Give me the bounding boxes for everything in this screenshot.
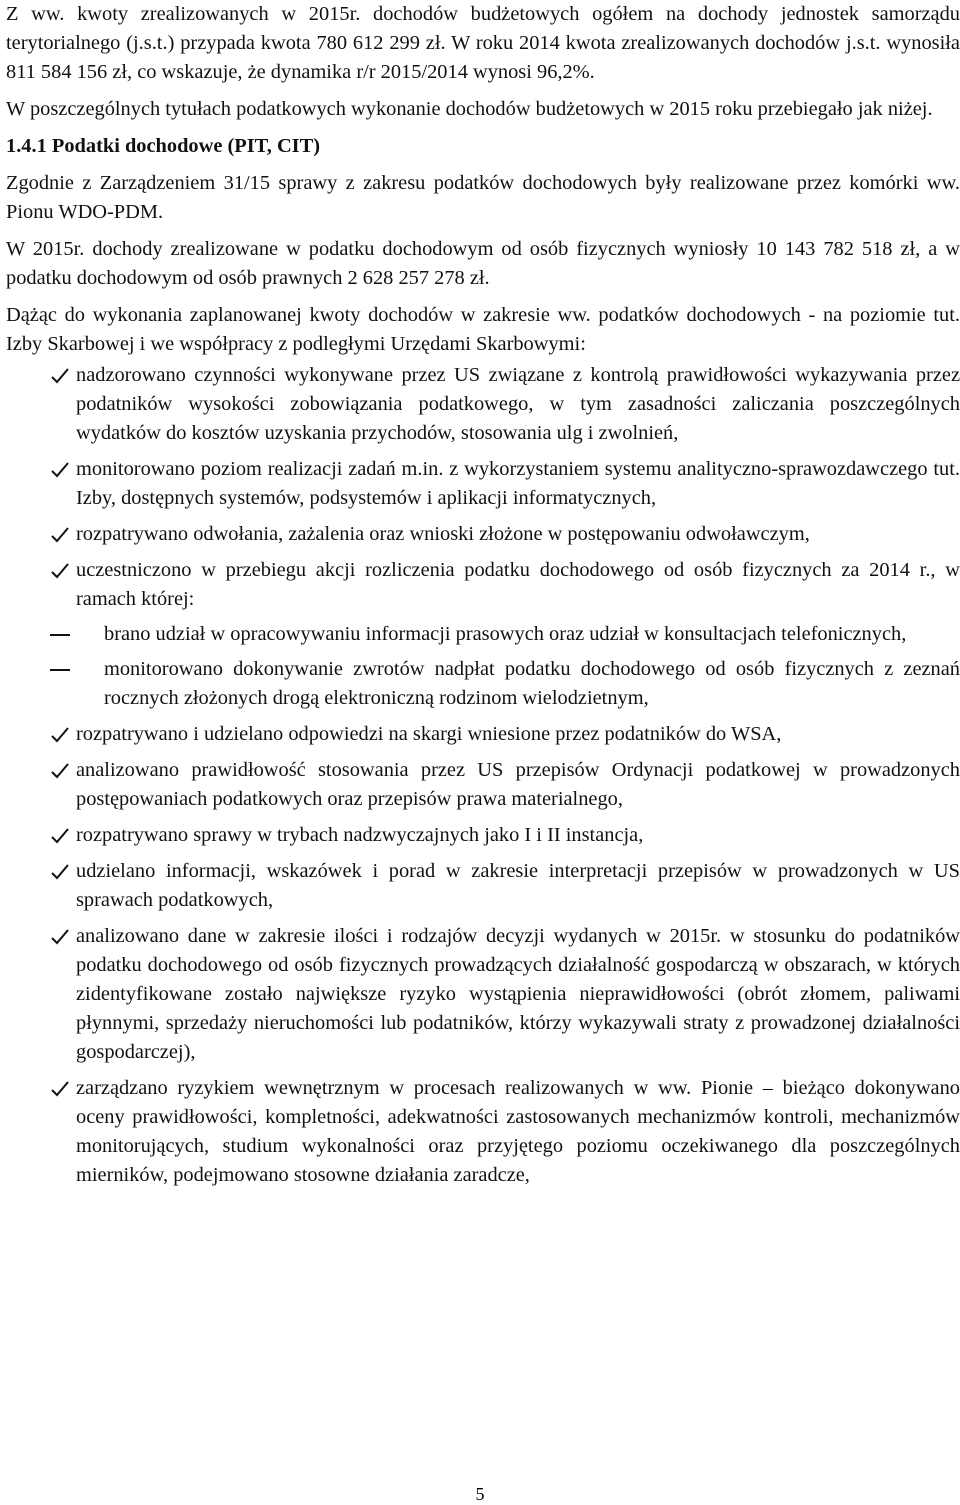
list-item — [6, 455, 960, 513]
sub-list-item-text: monitorowano dokonywanie zwrotów nadpłat podatku dochodowego od osób fizycznych z zeznań rocznych złożonych drogą elektroniczną rodzinom wielodzietnym, — [104, 658, 960, 709]
list-item — [6, 720, 960, 749]
paragraph-income: W 2015r. dochody zrealizowane w podatku dochodowym od osób fizycznych wyniosły 10 143 782 518 zł, a w podatku dochodowym od osób prawnych 2 628 257 278 zł. — [6, 238, 960, 289]
checkmark-icon — [50, 1079, 70, 1099]
intro-paragraph-1: Z ww. kwoty zrealizowanych w 2015r. dochodów budżetowych ogółem na dochody jednostek samorządu terytorialnego (j.s.t.) przypada kwota 780 612 299 zł. W roku 2014 kwota zrealizowanych dochodów j.s.t. wynosiła 811 584 156 zł, co wskazuje, że dynamika r/r 2015/2014 wynosi 96,2%. — [6, 3, 960, 83]
list-item-text: uczestniczono w przebiegu akcji rozliczenia podatku dochodowego od osób fizycznych za 2014 r., w ramach której: — [76, 559, 960, 610]
list-item — [6, 821, 960, 850]
checkmark-icon — [50, 826, 70, 846]
section-heading: 1.4.1 Podatki dochodowe (PIT, CIT) — [6, 135, 321, 157]
document-page — [6, 0, 960, 1190]
checkmark-icon — [50, 927, 70, 947]
list-item-text: rozpatrywano sprawy w trybach nadzwyczajnych jako I i II instancja, — [76, 824, 644, 846]
list-item — [6, 922, 960, 1067]
list-item — [6, 756, 960, 814]
checkmark-icon — [50, 725, 70, 745]
list-item — [6, 361, 960, 448]
list-item-text: udzielano informacji, wskazówek i porad w zakresie interpretacji przepisów w prowadzonych w US sprawach podatkowych, — [76, 860, 960, 911]
checkmark-icon — [50, 561, 70, 581]
sub-list — [76, 620, 960, 713]
paragraph-activities-intro: Dążąc do wykonania zaplanowanej kwoty dochodów w zakresie ww. podatków dochodowych - na poziomie tut. Izby Skarbowej i we współpracy z podległymi Urzędami Skarbowymi: — [6, 304, 960, 355]
checkmark-icon — [50, 525, 70, 545]
checkmark-icon — [50, 761, 70, 781]
activities-list — [6, 361, 960, 1190]
list-item-text: analizowano dane w zakresie ilości i rodzajów decyzji wydanych w 2015r. w stosunku do podatników podatku dochodowego od osób fizycznych prowadzących działalność gospodarczą w obszarach, w których zidentyfikowane zostało największe ryzyko wystąpienia nieprawidłowości (obrót złomem, paliwami płynnymi, sprzedaży nieruchomości lub podatników, którzy wykazywali straty z prowadzonej działalności gospodarczej), — [76, 925, 960, 1063]
list-item-text: zarządzano ryzykiem wewnętrznym w procesach realizowanych w ww. Pionie – bieżąco dokonywano oceny prawidłowości, kompletności, adekwatności zastosowanych mechanizmów kontroli, mechanizmów monitorujących, studium wykonalności oraz przyjętego poziomu oczekiwanego dla poszczególnych mierników, podejmowano stosowne działania zaradcze, — [76, 1077, 960, 1186]
list-item-text: monitorowano poziom realizacji zadań m.in. z wykorzystaniem systemu analityczno-sprawozdawczego tut. Izby, dostępnych systemów, podsystemów i aplikacji informatycznych, — [76, 458, 960, 509]
list-item — [6, 556, 960, 713]
list-item — [6, 1074, 960, 1190]
paragraph-regulation: Zgodnie z Zarządzeniem 31/15 sprawy z zakresu podatków dochodowych były realizowane przez komórki ww. Pionu WDO-PDM. — [6, 172, 960, 223]
sub-list-item — [76, 655, 960, 713]
list-item-text: analizowano prawidłowość stosowania przez US przepisów Ordynacji podatkowej w prowadzonych postępowaniach podatkowych oraz przepisów prawa materialnego, — [76, 759, 960, 810]
dash-icon — [50, 634, 70, 636]
list-item — [6, 520, 960, 549]
sub-list-item-text: brano udział w opracowywaniu informacji prasowych oraz udział w konsultacjach telefonicznych, — [104, 623, 907, 645]
list-item-text: nadzorowano czynności wykonywane przez US związane z kontrolą prawidłowości wykazywania przez podatników wysokości zobowiązania podatkowego, w tym zasadności zaliczania poszczególnych wydatków do kosztów uzyskania przychodów, stosowania ulg i zwolnień, — [76, 364, 960, 444]
page-number: 5 — [475, 1484, 485, 1504]
checkmark-icon — [50, 862, 70, 882]
list-item-text: rozpatrywano i udzielano odpowiedzi na skargi wniesione przez podatników do WSA, — [76, 723, 782, 745]
sub-list-item — [76, 620, 960, 649]
checkmark-icon — [50, 366, 70, 386]
intro-paragraph-2: W poszczególnych tytułach podatkowych wykonanie dochodów budżetowych w 2015 roku przebiegało jak niżej. — [6, 98, 933, 120]
list-item-text: rozpatrywano odwołania, zażalenia oraz wnioski złożone w postępowaniu odwoławczym, — [76, 523, 810, 545]
dash-icon — [50, 669, 70, 671]
list-item — [6, 857, 960, 915]
checkmark-icon — [50, 460, 70, 480]
